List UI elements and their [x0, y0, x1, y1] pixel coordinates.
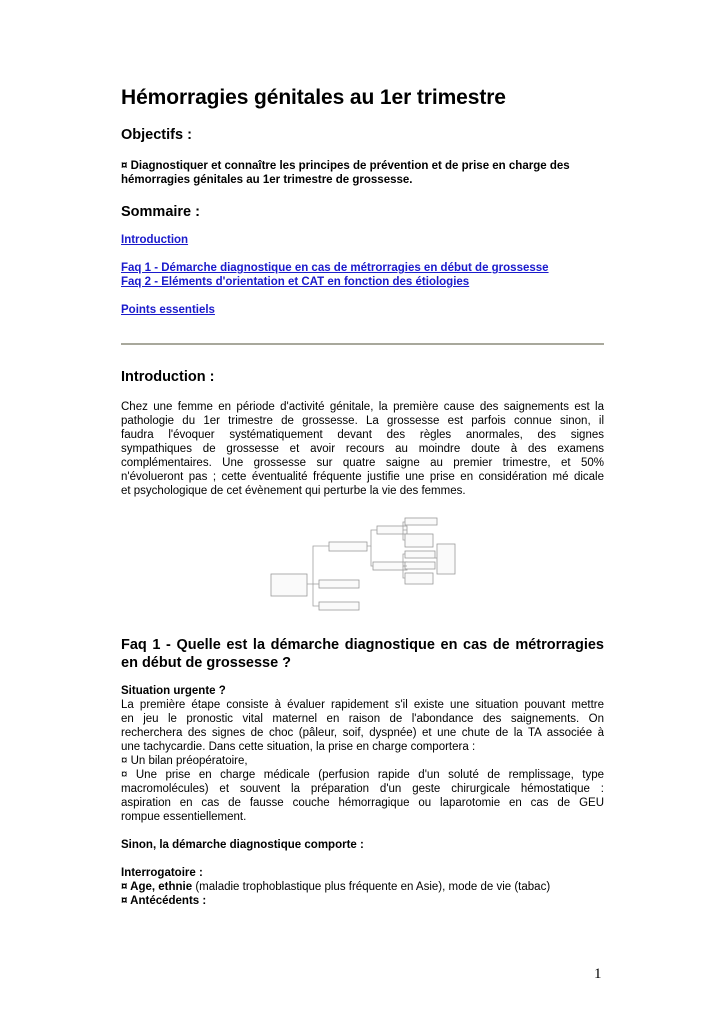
intro-line: complémentaires. Une grossesse sur quatre saigne au premier trimestre, et 50%: [121, 457, 604, 469]
faq1-heading-line-1: Faq 1 - Quelle est la démarche diagnostique en cas de métrorragies: [121, 637, 604, 653]
faq1-heading-line-2: en début de grossesse ?: [121, 655, 292, 671]
faq1-heading: [121, 636, 604, 672]
antecedents-heading: ¤ Antécédents :: [121, 895, 207, 907]
flowchart-connector: [367, 530, 377, 546]
toc-link-faq1[interactable]: Faq 1 - Démarche diagnostique en cas de métrorragies en début de grossesse: [121, 262, 549, 274]
flowchart-diagram: [269, 514, 461, 614]
flowchart-box: [271, 574, 307, 596]
age-ethnie-label: ¤ Age, ethnie: [121, 881, 193, 893]
toc-link-faq2[interactable]: Faq 2 - Eléments d'orientation et CAT en fonction des étiologies: [121, 276, 470, 288]
flowchart-box: [405, 551, 435, 558]
sommaire-heading: Sommaire :: [121, 204, 200, 220]
flowchart-box: [437, 544, 455, 574]
situation-line: recherchera des signes de choc (pâleur, soif, dyspnée) et une chute de la TA associée à: [121, 727, 604, 739]
situation-line: aspiration en cas de fausse couche hémorragique ou laparotomie en cas de GEU: [121, 797, 604, 809]
flowchart-connector: [307, 546, 329, 584]
sinon-text: Sinon, la démarche diagnostique comporte :: [121, 839, 364, 851]
situation-line: rompue essentiellement.: [121, 811, 247, 823]
section-divider: [121, 343, 604, 345]
flowchart-box: [405, 562, 435, 569]
intro-line: et psychologique de cet évènement qui perturbe la vie des femmes.: [121, 485, 466, 497]
flowchart-box: [329, 542, 367, 551]
objectifs-heading: Objectifs :: [121, 127, 192, 143]
interrogatoire-heading: Interrogatoire :: [121, 867, 203, 879]
situation-line: une tachycardie. Dans cette situation, la prise en charge comportera :: [121, 741, 476, 753]
situation-urgente-title: Situation urgente ?: [121, 685, 226, 697]
toc-link-introduction[interactable]: Introduction: [121, 234, 189, 246]
toc-link-points-essentiels[interactable]: Points essentiels: [121, 304, 215, 316]
situation-line: ¤ Un bilan préopératoire,: [121, 755, 248, 767]
page-title: Hémorragies génitales au 1er trimestre: [121, 86, 506, 109]
objectifs-line-1: ¤ Diagnostiquer et connaître les principes de prévention et de prise en charge des: [121, 160, 570, 172]
introduction-paragraph: [121, 400, 604, 498]
flowchart-box: [405, 534, 433, 547]
page-number: 1: [594, 966, 602, 982]
flowchart-box: [319, 580, 359, 588]
intro-line: n'évolueront pas ; cette éventualité fréquente justifie une prise en considération mé dicale: [121, 471, 604, 483]
flowchart-connector: [313, 584, 319, 606]
age-ethnie-line: [121, 880, 604, 894]
situation-urgente-paragraph: [121, 698, 604, 824]
introduction-heading: Introduction :: [121, 369, 215, 385]
intro-line: sympathiques de grossesse et avoir recours au moindre doute à des examens: [121, 443, 604, 455]
intro-line: Chez une femme en période d'activité génitale, la première cause des saignements est la: [121, 401, 604, 413]
situation-line: en jeu le pronostic vital maternel en raison de l'abondance des saignements. On: [121, 713, 604, 725]
flowchart-box: [405, 518, 437, 525]
flowchart-box: [319, 602, 359, 610]
situation-line: macromolécules) et souvent la préparation d'un geste chirurgicale hémostatique :: [121, 783, 604, 795]
situation-line: ¤ Une prise en charge médicale (perfusion rapide d'un soluté de remplissage, type: [121, 769, 604, 781]
objectifs-text: [121, 159, 604, 187]
flowchart-box: [377, 526, 407, 534]
intro-line: pathologie du 1er trimestre de grossesse. La grossesse est parfois connue sinon, il: [121, 415, 604, 427]
flowchart-box: [405, 573, 433, 584]
situation-line: La première étape consiste à évaluer rapidement s'il existe une situation pouvant mettre: [121, 699, 604, 711]
objectifs-line-2: hémorragies génitales au 1er trimestre de grossesse.: [121, 174, 413, 186]
flowchart-box: [373, 562, 407, 570]
intro-line: faudra l'évoquer systématiquement devant des règles anormales, des signes: [121, 429, 604, 441]
age-ethnie-text: (maladie trophoblastique plus fréquente en Asie), mode de vie (tabac): [192, 881, 551, 893]
